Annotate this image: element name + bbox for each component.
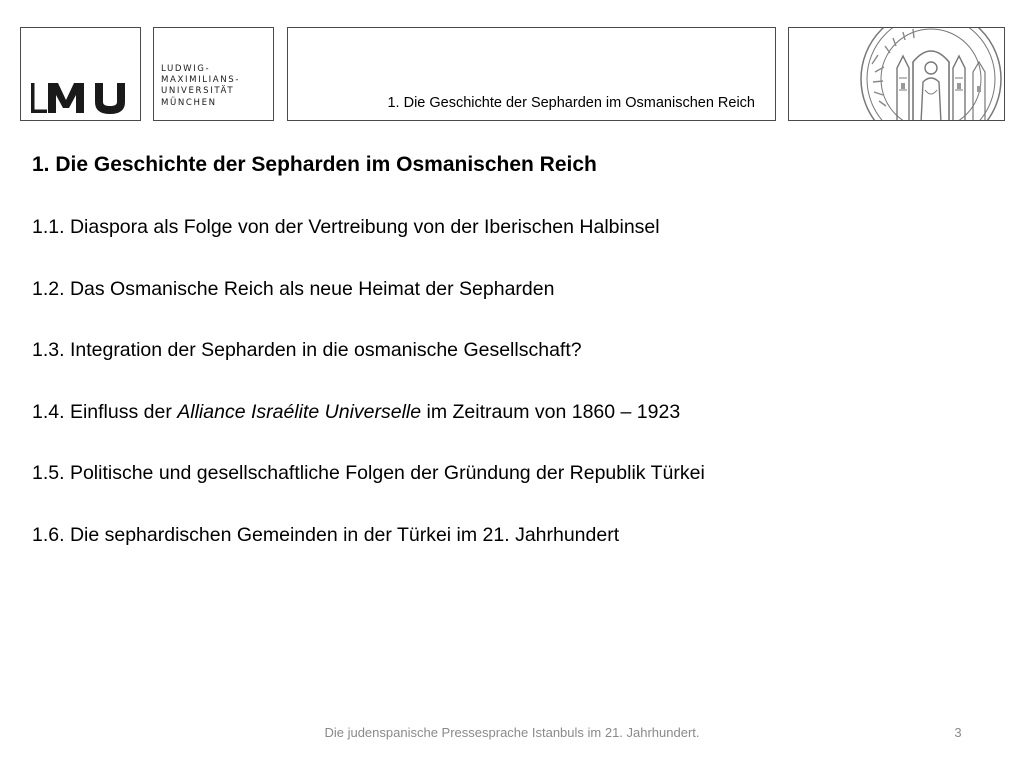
university-name-box [153,27,274,121]
university-name-line-3: UNIVERSITÄT [161,86,235,97]
university-name-line-1: LUDWIG- [161,64,211,74]
university-seal-icon [789,28,1004,120]
section-heading: 1. Die Geschichte der Sepharden im Osmanischen Reich [32,153,597,176]
header-title-box [287,27,776,121]
footer-text: Die judenspanische Pressesprache Istanbuls im 21. Jahrhundert. [324,725,700,740]
subsection-list [32,215,705,584]
subsection-item: 1.2. Das Osmanische Reich als neue Heimat der Sepharden [32,277,555,300]
subsection-item: 1.3. Integration der Sepharden in die osmanische Gesellschaft? [32,339,582,361]
subsection-item [32,400,705,462]
university-name [161,64,240,109]
header-title: 1. Die Geschichte der Sepharden im Osmanischen Reich [387,95,755,111]
lmu-logo-icon [21,28,140,120]
subsection-text: 1.4. Einfluss der [32,400,178,423]
university-name-line-4: MÜNCHEN [161,97,217,108]
slide-number: 3 [954,725,962,740]
subsection-item: 1.5. Politische und gesellschaftliche Folgen der Gründung der Republik Türkei [32,462,705,484]
subsection-text: im Zeitraum von 1860 – 1923 [421,400,681,423]
subsection-item: 1.1. Diaspora als Folge von der Vertreibung von der Iberischen Halbinsel [32,216,660,238]
lmu-logo [20,27,141,121]
seal-box [788,27,1005,121]
subsection-item: 1.6. Die sephardischen Gemeinden in der Türkei im 21. Jahrhundert [32,523,620,546]
subsection-italic-title: Alliance Israélite Universelle [177,400,422,423]
university-name-line-2: MAXIMILIANS- [161,75,241,86]
